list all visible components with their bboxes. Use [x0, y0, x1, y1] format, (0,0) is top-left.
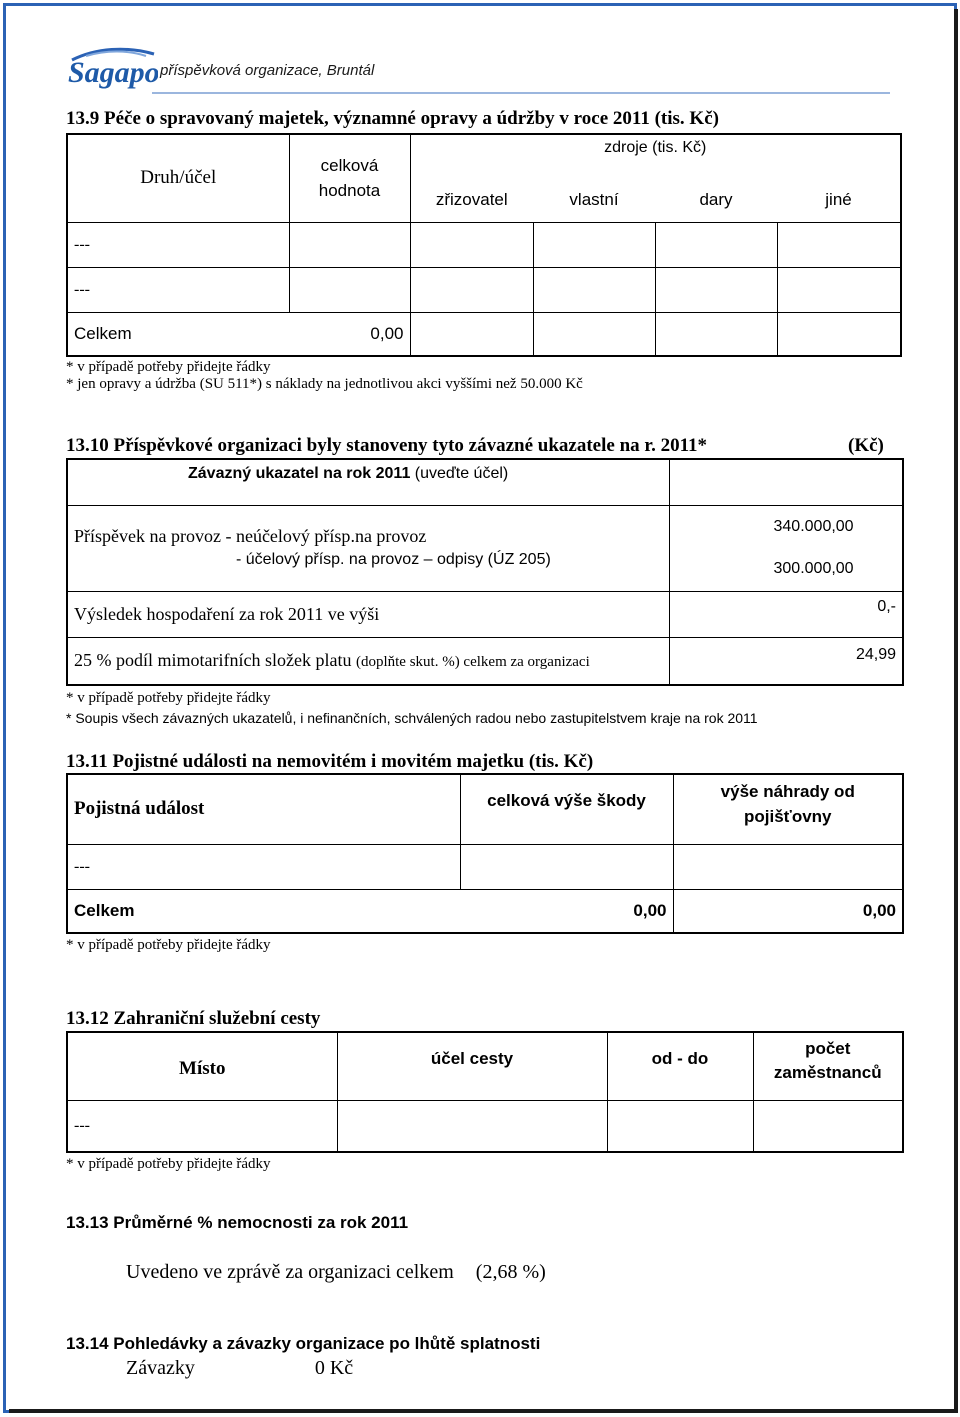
row-prispevek-values: 340.000,00 300.000,00	[669, 505, 903, 591]
logo-text: Sagapo	[68, 56, 158, 89]
repairs-table	[66, 133, 902, 357]
page-frame-shadow	[9, 1409, 958, 1413]
col-celkova-skoda: celková výše škody	[460, 774, 673, 844]
binding-indicators-table	[66, 458, 904, 686]
insurance-table	[66, 773, 904, 934]
col-pojistna-udalost: Pojistná událost	[67, 774, 460, 844]
col-druh: Druh/účel	[67, 134, 289, 222]
table-row: ---	[67, 844, 460, 889]
sickness-text: Uvedeno ve zprávě za organizaci celkem (2,68 %)	[126, 1261, 546, 1283]
total-value: 0,00	[289, 312, 410, 356]
col-zavazny-ukazatel: Závazný ukazatel na rok 2011 (uveďte účel)	[67, 459, 669, 505]
col-zdroje: zdroje (tis. Kč)	[410, 134, 901, 178]
section-13-9-heading: 13.9 Péče o spravovaný majetek, významné opravy a údržby v roce 2011 (tis. Kč)	[66, 108, 719, 129]
section-13-12-heading: 13.12 Zahraniční služební cesty	[66, 1008, 321, 1029]
note: * v případě potřeby přidejte řádky	[66, 690, 271, 706]
row-mimotarifni-label: 25 % podíl mimotarifních složek platu (doplňte skut. %) celkem za organizaci	[67, 637, 669, 685]
total-label: Celkem	[67, 889, 460, 933]
table-row: ---	[67, 222, 289, 267]
row-vysledek-value: 0,-	[669, 591, 903, 637]
trips-table	[66, 1031, 904, 1153]
col-celkova-line1: celková	[320, 156, 379, 176]
note: * v případě potřeby přidejte řádky	[66, 359, 271, 375]
note: * jen opravy a údržba (SU 511*) s náklady na jednotlivou akci vyššími než 50.000 Kč	[66, 376, 583, 392]
col-od-do: od - do	[607, 1032, 753, 1100]
col-jine: jiné	[777, 178, 901, 222]
note: * v případě potřeby přidejte řádky	[66, 1156, 271, 1172]
row-prispevek: Příspěvek na provoz - neúčelový přísp.na provoz - účelový přísp. na provoz – odpisy (ÚZ 205)	[67, 505, 669, 591]
col-celkova-line2: hodnota	[318, 181, 381, 201]
row-prispevek-label: Příspěvek na provoz - neúčelový přísp	[74, 526, 351, 546]
col-zrizovatel: zřizovatel	[410, 178, 533, 222]
total-nahrada: 0,00	[673, 889, 903, 933]
col-nahrada: výše náhrady od pojišťovny	[673, 774, 903, 844]
col-misto: Místo	[67, 1032, 337, 1100]
zavazky-row	[126, 1357, 353, 1380]
row-vysledek-label: Výsledek hospodaření za rok 2011 ve výši	[67, 591, 669, 637]
col-celkova-hodnota	[289, 134, 410, 222]
row-mimotarifni-value: 24,99	[669, 637, 903, 685]
section-13-10-heading: 13.10 Příspěvkové organizaci byly stanoveny tyto závazné ukazatele na r. 2011*	[66, 435, 708, 456]
zavazky-label: Závazky	[126, 1357, 195, 1379]
section-13-11-heading: 13.11 Pojistné události na nemovitém i movitém majetku (tis. Kč)	[66, 751, 594, 772]
sickness-value: (2,68 %)	[475, 1261, 546, 1283]
page-frame-shadow	[954, 9, 958, 1413]
sagapo-logo	[66, 46, 158, 97]
col-ucel-cesty: účel cesty	[337, 1032, 607, 1100]
table-row: ---	[67, 1100, 337, 1152]
col-vlastni: vlastní	[533, 178, 655, 222]
table-row: ---	[67, 267, 289, 312]
section-13-14-heading: 13.14 Pohledávky a závazky organizace po lhůtě splatnosti	[66, 1334, 541, 1353]
total-label: Celkem	[67, 312, 289, 356]
row-prispevek-odpisy: - účelový přísp. na provoz – odpisy (ÚZ 205)	[236, 551, 551, 568]
note: * v případě potřeby přidejte řádky	[66, 937, 271, 953]
zavazky-value: 0 Kč	[314, 1357, 354, 1379]
organization-name: příspěvková organizace, Bruntál	[160, 62, 375, 79]
total-skoda: 0,00	[460, 889, 673, 933]
section-13-13-heading: 13.13 Průměrné % nemocnosti za rok 2011	[66, 1213, 409, 1232]
header-divider	[152, 92, 890, 94]
unit-label: (Kč)	[848, 435, 884, 456]
note: * Soupis všech závazných ukazatelů, i nefinančních, schválených radou nebo zastupitelstvem kraje na rok 2011	[66, 710, 758, 726]
col-dary: dary	[655, 178, 777, 222]
col-pocet-zamestnancu: počet zaměstnanců	[753, 1032, 903, 1100]
